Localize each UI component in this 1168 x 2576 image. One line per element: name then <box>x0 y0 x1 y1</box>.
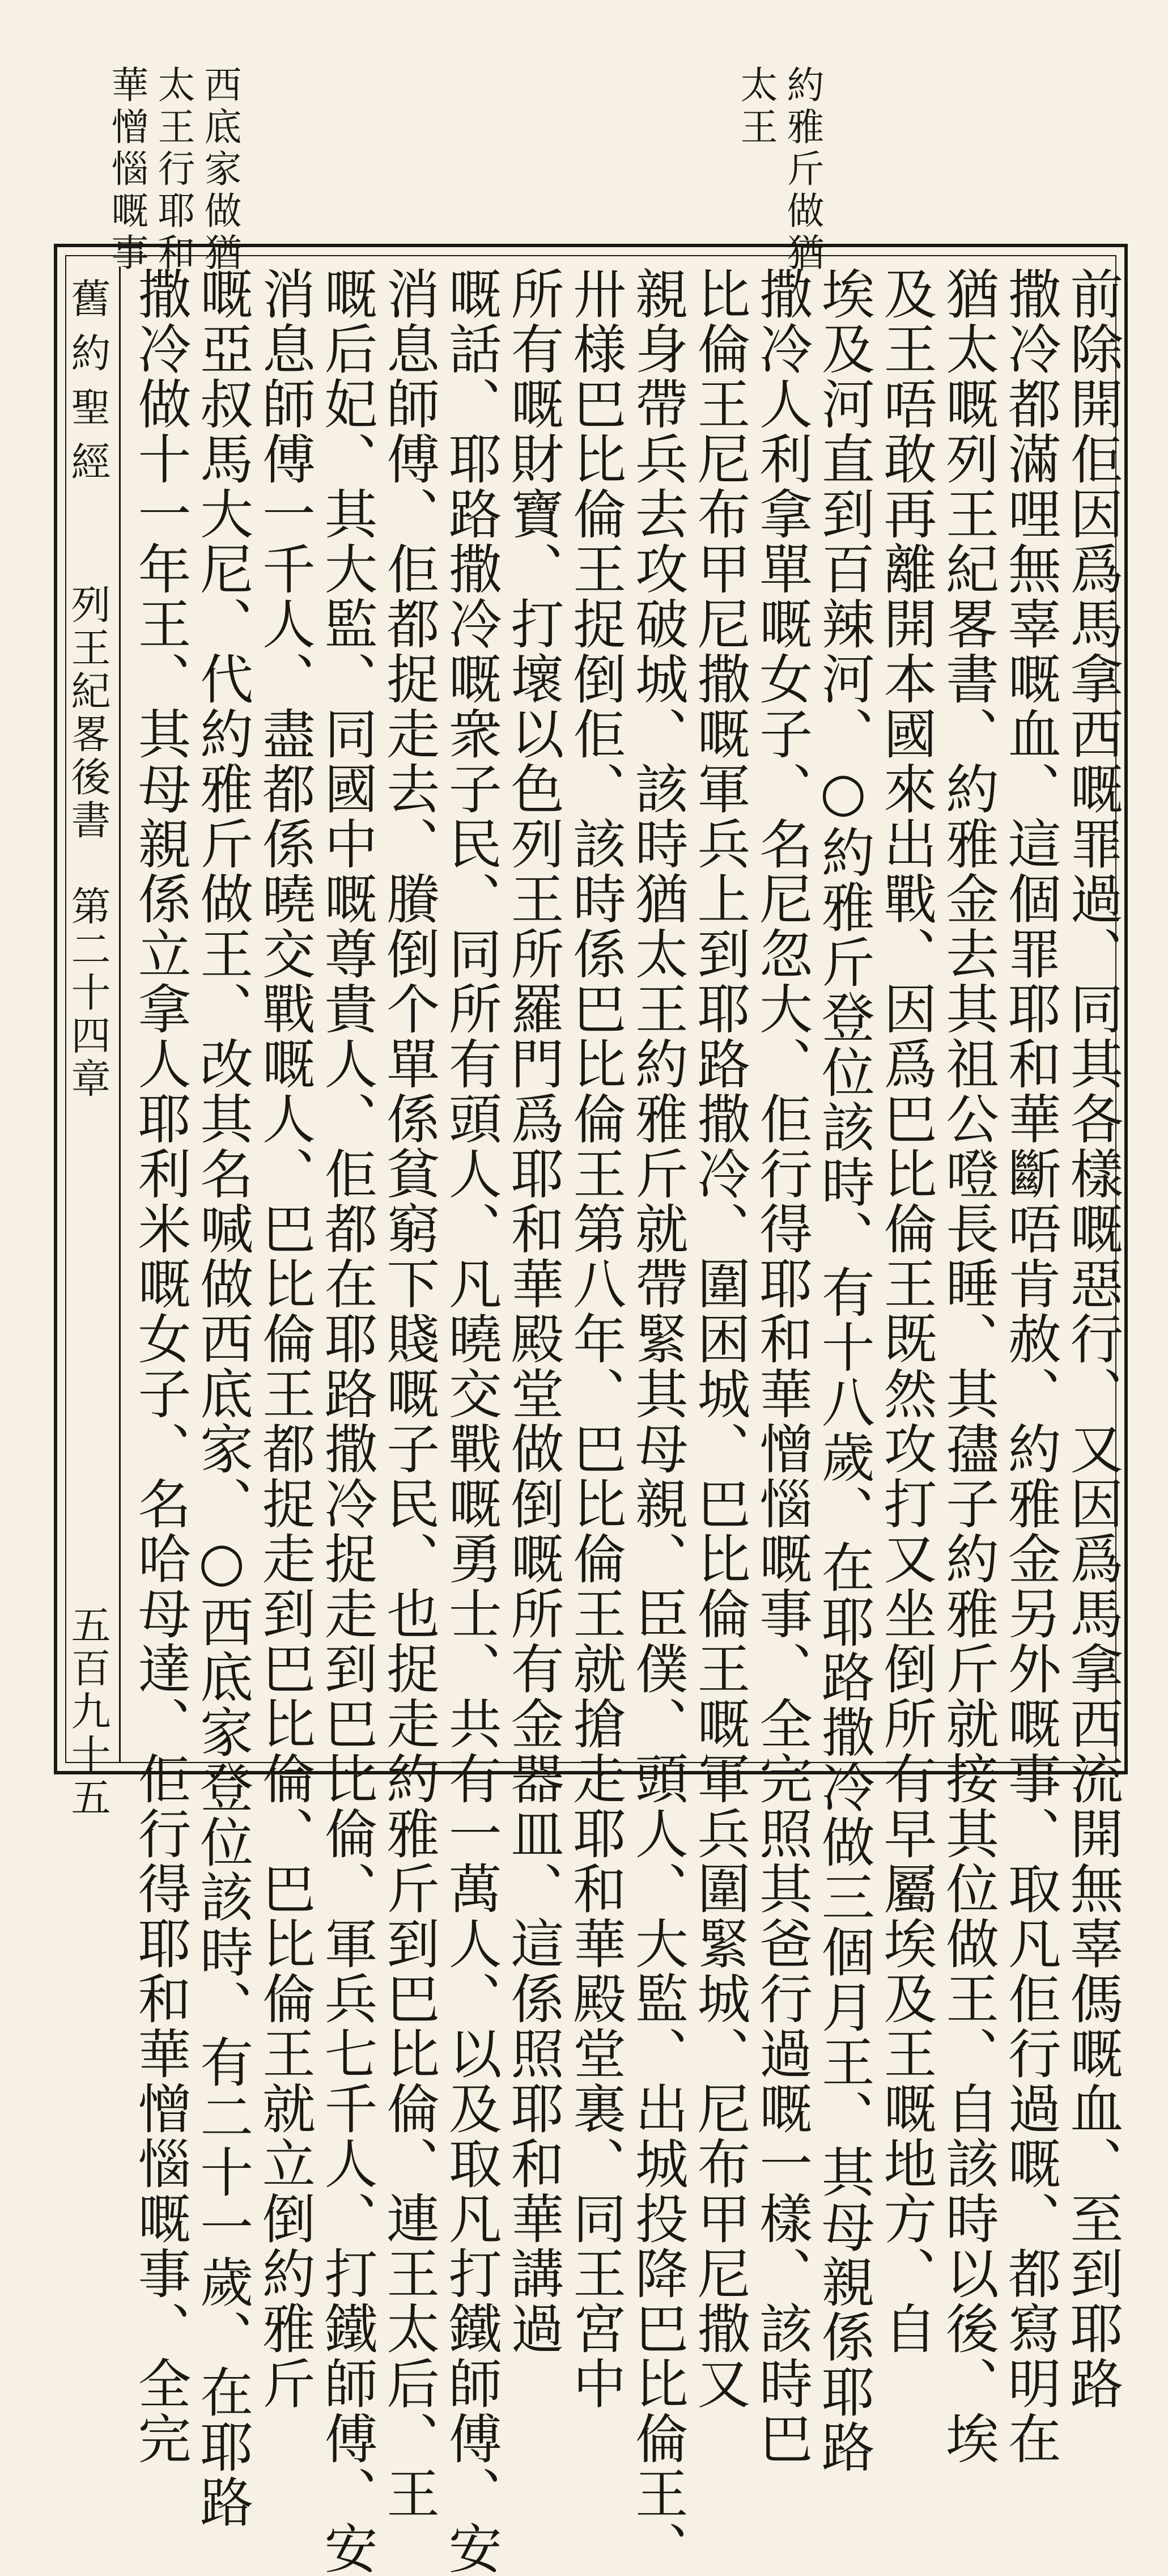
text-column: 比倫王尼布甲尼撒嘅軍兵上到耶路撒冷、圍困城、巴比倫王嘅軍兵圍緊城、尼布甲尼撒又 <box>687 266 750 2411</box>
text-column: 嘅后妃、其大監、同國中嘅尊貴人、佢都在耶路撒冷捉走到巴比倫、軍兵七千人、打鐵師傅、安 <box>315 266 377 2576</box>
text-column: 及王唔敢再離開本國來出戰、因爲巴比倫王既然攻打又坐倒所有早屬埃及王嘅地方、自 <box>874 266 936 2356</box>
running-head <box>62 266 121 1820</box>
marginal-note-line: 華憎惱嘅事 <box>105 65 148 275</box>
text-column: 消息師傅、佢都捉走去、賸倒个單係貧窮下賤嘅子民、也捉走約雅斤到巴比倫、連王太后、王 <box>377 266 439 2521</box>
text-column: 猶太嘅列王紀畧書、約雅金去其祖公噔長睡、其孻子約雅斤就接其位做王、自該時以後、埃 <box>936 266 999 2466</box>
text-column: 卅様巴比倫王捉倒佢、該時係巴比倫王第八年、巴比倫王就搶走耶和華殿堂裏、同王宮中 <box>563 266 626 2411</box>
marginal-note-right <box>734 65 824 275</box>
text-column: 親身帶兵去攻破城、該時猶太王約雅斤就帶緊其母親、臣僕、頭人、大監、出城投降巴比倫王、 <box>626 266 688 2576</box>
marginal-note-line: 約雅斤做猶 <box>780 65 824 275</box>
text-column: 埃及河直到百辣河、○約雅斤登位該時、有十八歲、在耶路撒冷做三個月王、其母親係耶路 <box>812 266 874 2475</box>
text-column: 嘅亞叔馬大尼、代約雅斤做王、改其名喊做西底家、○西底家登位該時、有二十一歲、在耶路 <box>190 266 253 2530</box>
marginal-note-left <box>105 65 241 275</box>
chapter-heading: 列王紀畧後書 第二十四章 <box>65 584 111 1101</box>
page-number: 五百九十五 <box>65 1604 111 1820</box>
text-column: 嘅話、耶路撒冷嘅衆子民、同所有頭人、凡曉交戰嘅勇士、共有一萬人、以及取凡打鐵師傅、安 <box>439 266 502 2576</box>
book-title: 舊約聖經 <box>65 278 111 495</box>
text-column: 撒冷都滿哩無辜嘅血、這個罪耶和華斷唔肯赦、約雅金另外嘅事、取凡佢行過嘅、都寫明在 <box>999 266 1061 2466</box>
text-column: 撒冷做十一年王、其母親係立拿人耶利米嘅女子、名哈母達、佢行得耶和華憎惱嘅事、全完 <box>129 266 190 2466</box>
text-column: 前除開佢因爲馬拿西嘅罪過、同其各樣嘅惡行、又因爲馬拿西流開無辜傌嘅血、至到耶路 <box>1060 266 1123 2411</box>
text-column: 消息師傅一千人、盡都係曉交戰嘅人、巴比倫王都捉走到巴比倫、巴比倫王就立倒約雅斤 <box>253 266 315 2411</box>
text-column: 撒冷人利拿單嘅女子、名尼忽大、佢行得耶和華憎惱嘅事、全完照其爸行過嘅一樣、該時巴 <box>750 266 812 2466</box>
marginal-note-line: 西底家做猶 <box>198 65 241 275</box>
body-text <box>129 266 1123 2576</box>
marginal-note-line: 太王 <box>734 65 778 149</box>
text-column: 所有嘅財寶、打壞以色列王所羅門爲耶和華殿堂做倒嘅所有金器皿、這係照耶和華講過 <box>501 266 563 2356</box>
marginal-note-line: 太王行耶和 <box>151 65 195 275</box>
